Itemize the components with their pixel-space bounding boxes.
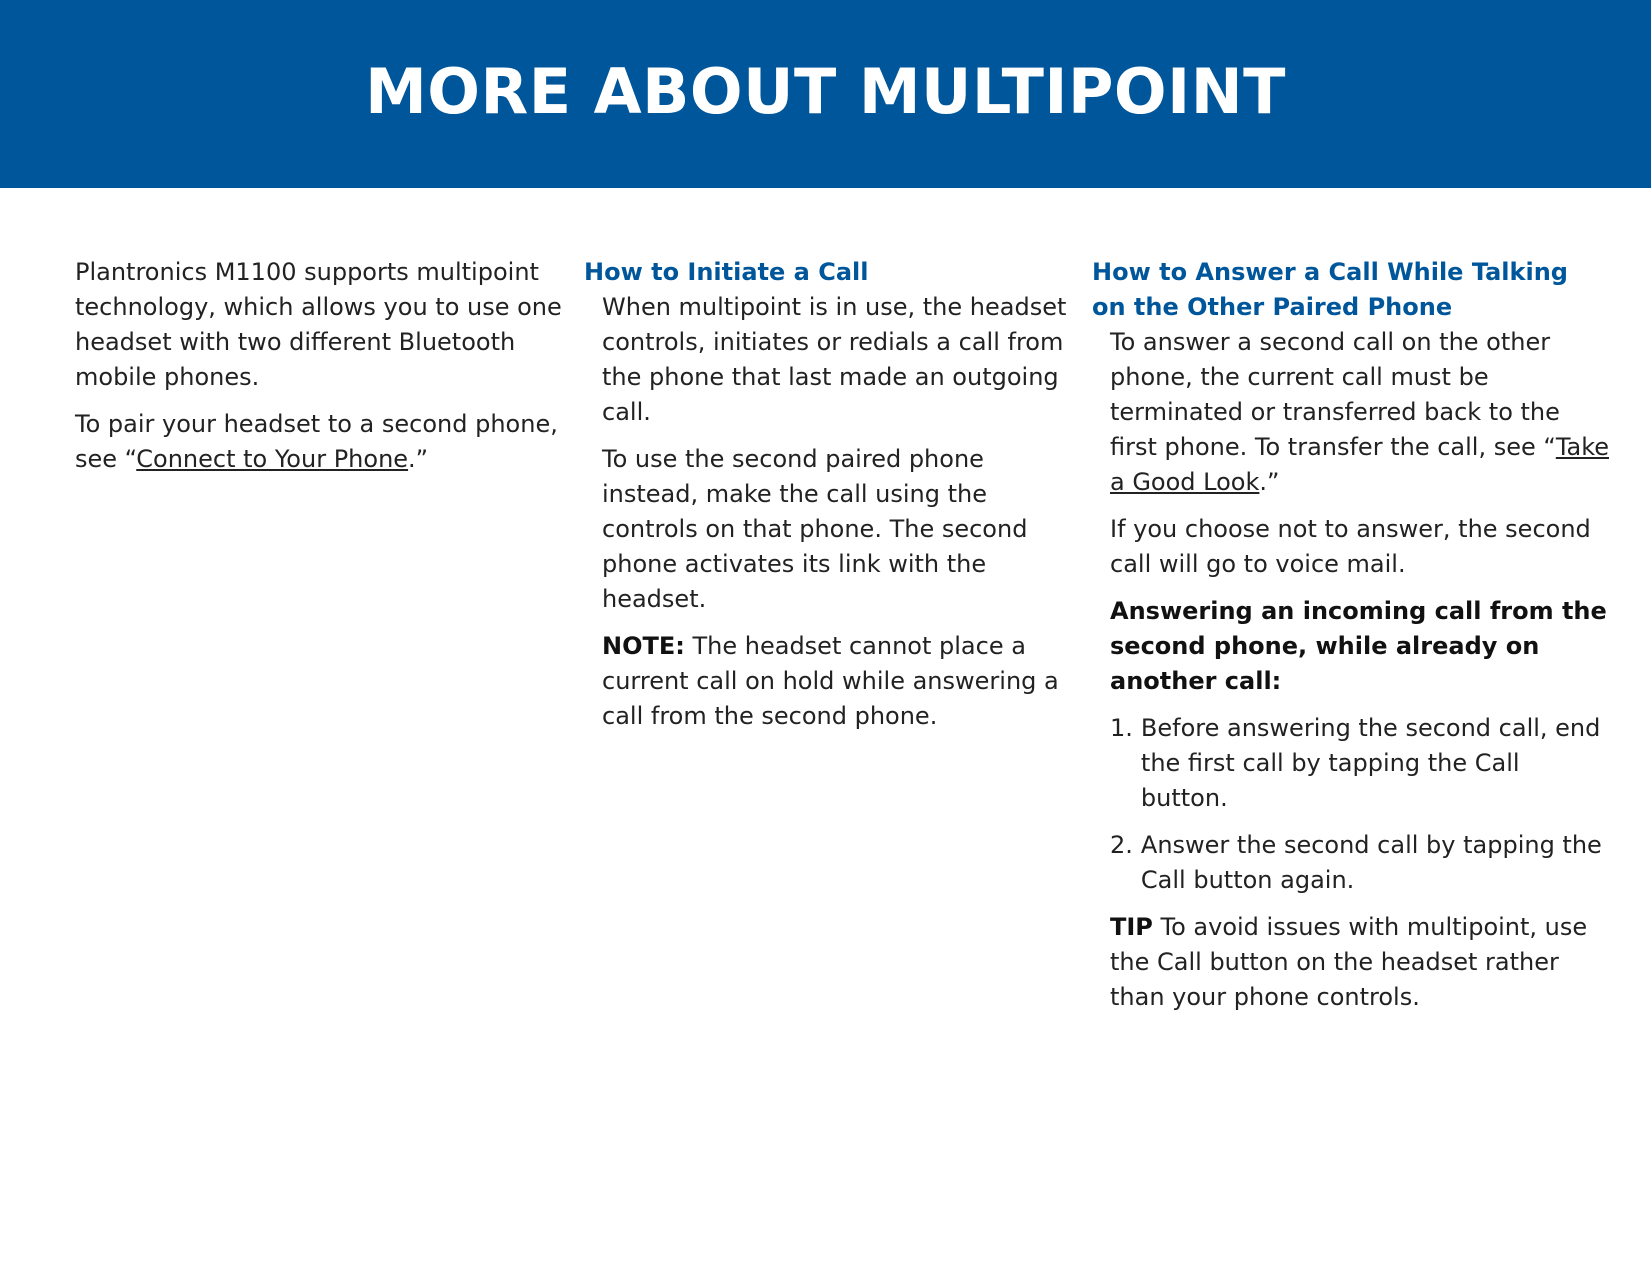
pair-suffix: .”	[408, 445, 429, 473]
note-text: The headset cannot place a current call on hold while answering a call from the second phone.	[602, 632, 1059, 730]
note-label: NOTE:	[602, 632, 685, 660]
initiate-call-heading: How to Initiate a Call	[584, 258, 869, 286]
tip-text: To avoid issues with multipoint, use the Call button on the headset rather than your phone controls.	[1110, 913, 1588, 1011]
step-text: Before answering the second call, end the first call by tapping the Call button.	[1140, 714, 1601, 812]
intro-paragraph: Plantronics M1100 supports multipoint technology, which allows you to use one headset with two different Bluetooth mobile phones.	[75, 258, 562, 391]
tip-label: TIP	[1110, 913, 1153, 941]
pair-text: To pair your headset to a second phone, see “	[75, 410, 558, 473]
tip-block	[1092, 910, 1612, 1015]
initiate-paragraph-2: To use the second paired phone instead, make the call using the controls on that phone. The second phone activates its link with the headset.	[602, 445, 1028, 613]
pair-paragraph	[75, 407, 575, 477]
step-number: 1.	[1110, 714, 1133, 742]
step-item	[1110, 711, 1612, 816]
column-answer-call	[1092, 255, 1612, 1027]
step-item	[1110, 828, 1612, 898]
column-initiate-call	[584, 255, 1084, 746]
page-title: MORE ABOUT MULTIPOINT	[365, 54, 1286, 128]
answer-paragraph-1	[1110, 325, 1612, 500]
column-intro	[75, 255, 575, 489]
answer-paragraph-1-suffix: .”	[1259, 468, 1280, 496]
answer-call-body	[1092, 325, 1612, 699]
tip-paragraph	[1110, 910, 1612, 1015]
answer-subheading: Answering an incoming call from the second phone, while already on another call:	[1110, 597, 1607, 695]
answer-call-heading	[1092, 255, 1612, 325]
answer-paragraph-2: If you choose not to answer, the second call will go to voice mail.	[1110, 515, 1591, 578]
note-paragraph	[602, 629, 1084, 734]
answer-call-heading-line-2: on the Other Paired Phone	[1092, 293, 1453, 321]
page-banner	[0, 0, 1651, 188]
connect-to-your-phone-link[interactable]: Connect to Your Phone	[136, 445, 409, 473]
answer-call-heading-line-1: How to Answer a Call While Talking	[1092, 258, 1568, 286]
answer-steps-list	[1092, 711, 1612, 898]
step-text: Answer the second call by tapping the Call button again.	[1140, 831, 1602, 894]
initiate-call-body	[584, 290, 1084, 734]
step-number: 2.	[1110, 831, 1133, 859]
take-a-good-look-link[interactable]: Take a Good Look	[1110, 433, 1610, 496]
answer-paragraph-1-text: To answer a second call on the other phone, the current call must be terminated or transferred back to the first phone. To transfer the call, see “	[1110, 328, 1560, 461]
initiate-paragraph-1: When multipoint is in use, the headset controls, initiates or redials a call from the phone that last made an outgoing call.	[602, 293, 1067, 426]
